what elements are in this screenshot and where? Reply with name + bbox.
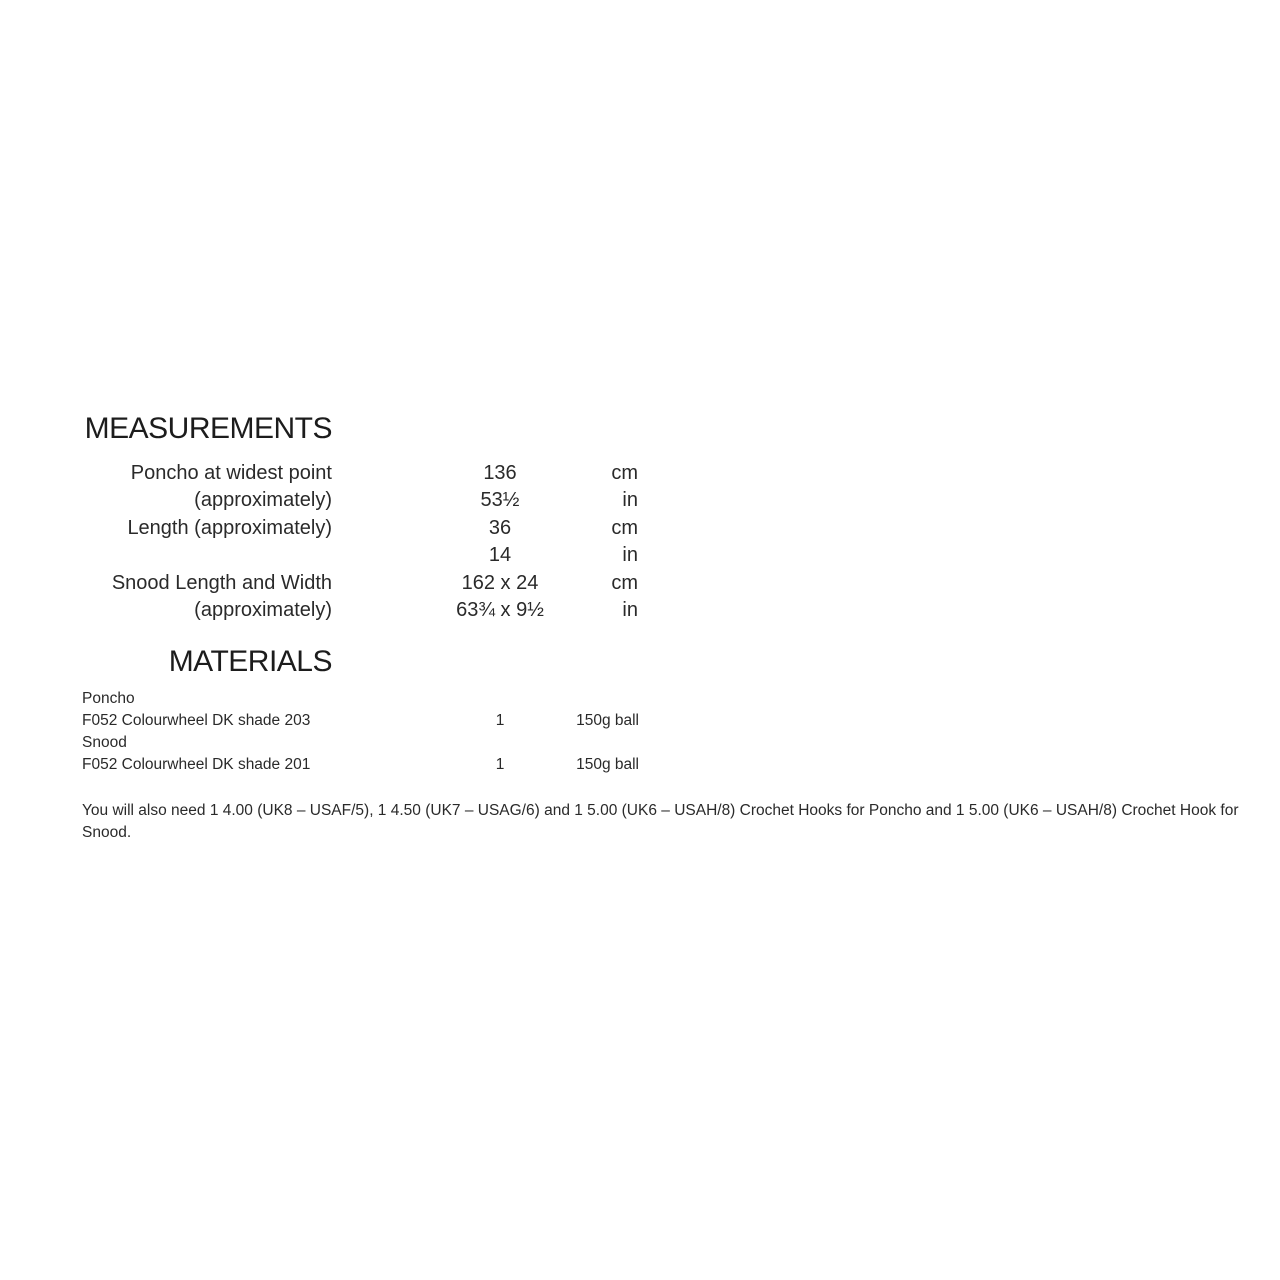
measurement-label: Length (approximately) — [127, 517, 332, 539]
material-quantity: 1 — [495, 756, 505, 773]
material-row — [0, 712, 1280, 734]
measurement-unit: cm — [611, 517, 638, 539]
measurement-unit: in — [622, 544, 638, 566]
crochet-hooks-note: You will also need 1 4.00 (UK8 – USAF/5), 1 4.50 (UK7 – USAG/6) and 1 5.00 (UK6 – USAH/8) Crochet Hooks for Poncho and 1 5.00 (UK6 – USAH/8) Crochet Hook for Snood. — [82, 802, 1239, 841]
measurement-row — [0, 462, 1280, 490]
measurement-value: 162 x 24 — [461, 572, 539, 594]
material-row — [0, 734, 1280, 756]
measurement-label: (approximately) — [194, 599, 332, 621]
materials-heading: MATERIALS — [168, 645, 332, 678]
material-row — [0, 690, 1280, 712]
measurement-label: Snood Length and Width — [111, 572, 332, 594]
measurement-row — [0, 517, 1280, 545]
measurement-row — [0, 572, 1280, 600]
measurement-row — [0, 599, 1280, 627]
measurement-value: 53½ — [480, 489, 520, 511]
measurements-heading: MEASUREMENTS — [84, 412, 332, 445]
measurement-unit: in — [622, 599, 638, 621]
material-label: Poncho — [82, 690, 135, 707]
measurement-label: Poncho at widest point — [130, 462, 332, 484]
measurement-row — [0, 544, 1280, 572]
measurement-row — [0, 489, 1280, 517]
material-quantity: 1 — [495, 712, 505, 729]
measurement-unit: in — [622, 489, 638, 511]
material-row — [0, 756, 1280, 778]
measurement-value: 136 — [483, 462, 517, 484]
material-unit: 150g ball — [576, 756, 639, 773]
material-label: F052 Colourwheel DK shade 203 — [82, 712, 311, 729]
measurement-unit: cm — [611, 462, 638, 484]
measurement-value: 36 — [488, 517, 512, 539]
measurement-value: 14 — [488, 544, 512, 566]
material-unit: 150g ball — [576, 712, 639, 729]
material-label: Snood — [82, 734, 127, 751]
measurement-value: 63¾ x 9½ — [456, 599, 544, 621]
material-label: F052 Colourwheel DK shade 201 — [82, 756, 311, 773]
measurement-unit: cm — [611, 572, 638, 594]
measurement-label: (approximately) — [194, 489, 332, 511]
